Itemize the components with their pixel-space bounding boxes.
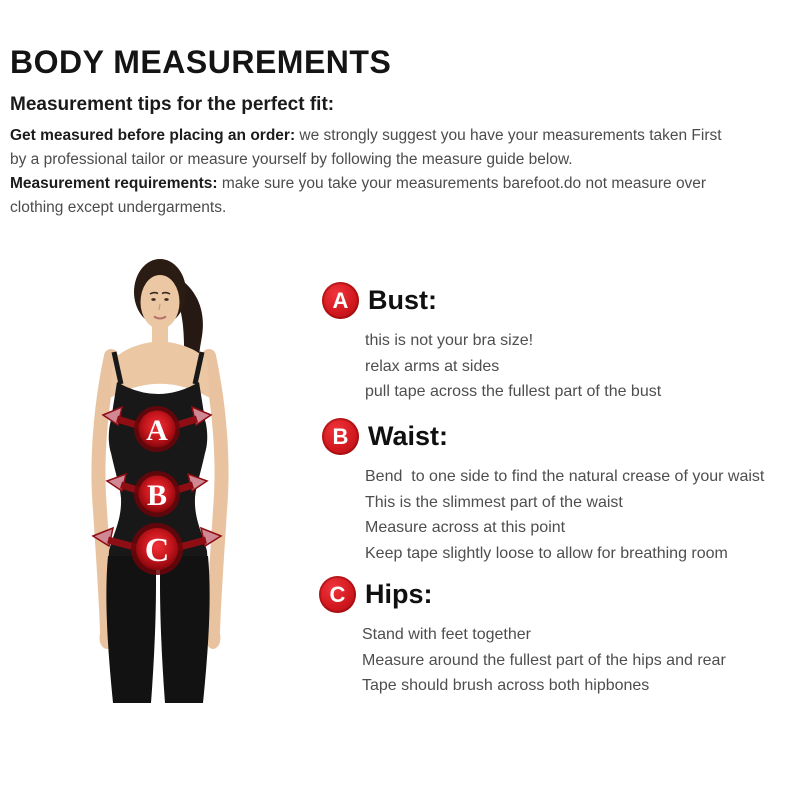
hips-badge-icon: C [319, 576, 356, 613]
svg-text:B: B [146, 479, 168, 512]
bust-tip: relax arms at sides [365, 357, 500, 375]
left-leg [106, 556, 156, 703]
intro-paragraph-2 [10, 172, 742, 220]
hips-heading [319, 576, 726, 613]
intro-body-1: we strongly suggest you have your measurements taken First by a professional tailor or measure yourself by following the measure guide below. [10, 127, 722, 168]
hips-tip: Tape should brush across both hipbones [362, 677, 650, 694]
hips-tip: Measure around the fullest part of the hips and rear [362, 651, 726, 669]
svg-text:C: C [144, 532, 170, 569]
right-eye [164, 298, 168, 301]
waist-tip: Bend to one side to find the natural crease of your waist [365, 468, 765, 485]
hips-title: Hips: [365, 579, 433, 609]
section-hips [319, 576, 726, 699]
svg-text:A: A [146, 414, 168, 447]
face [141, 275, 180, 329]
section-waist [322, 418, 764, 566]
bust-tips [365, 328, 661, 405]
section-bust [322, 282, 661, 405]
page-title: BODY MEASUREMENTS [10, 44, 392, 80]
woman-figure [55, 248, 310, 703]
bust-title: Bust: [368, 285, 437, 315]
intro-paragraph-1 [10, 124, 742, 172]
hips-tip: Stand with feet together [362, 626, 531, 643]
waist-tips [365, 464, 764, 566]
intro-body-2: make sure you take your measurements barefoot.do not measure over clothing except undergarments. [10, 175, 707, 216]
intro-lead-2: Measurement requirements: [10, 175, 218, 192]
subtitle: Measurement tips for the perfect fit: [10, 94, 335, 115]
bust-tip: pull tape across the fullest part of the bust [365, 383, 662, 400]
intro-text [10, 124, 742, 220]
intro-lead-1: Get measured before placing an order: [10, 127, 296, 144]
bust-tip: this is not your bra size! [365, 332, 534, 349]
waist-tip: This is the slimmest part of the waist [365, 493, 623, 511]
model-photo [55, 248, 310, 703]
bust-badge-icon: A [322, 282, 359, 319]
right-leg [160, 556, 210, 703]
left-eye [151, 298, 155, 301]
waist-badge-icon: B [322, 418, 359, 455]
waist-tip: Measure across at this point [365, 519, 566, 536]
bust-heading [322, 282, 661, 319]
hips-tips [362, 622, 726, 699]
right-arm [209, 356, 222, 632]
waist-title: Waist: [368, 421, 448, 451]
waist-heading [322, 418, 764, 455]
waist-tip: Keep tape slightly loose to allow for breathing room [365, 544, 728, 562]
